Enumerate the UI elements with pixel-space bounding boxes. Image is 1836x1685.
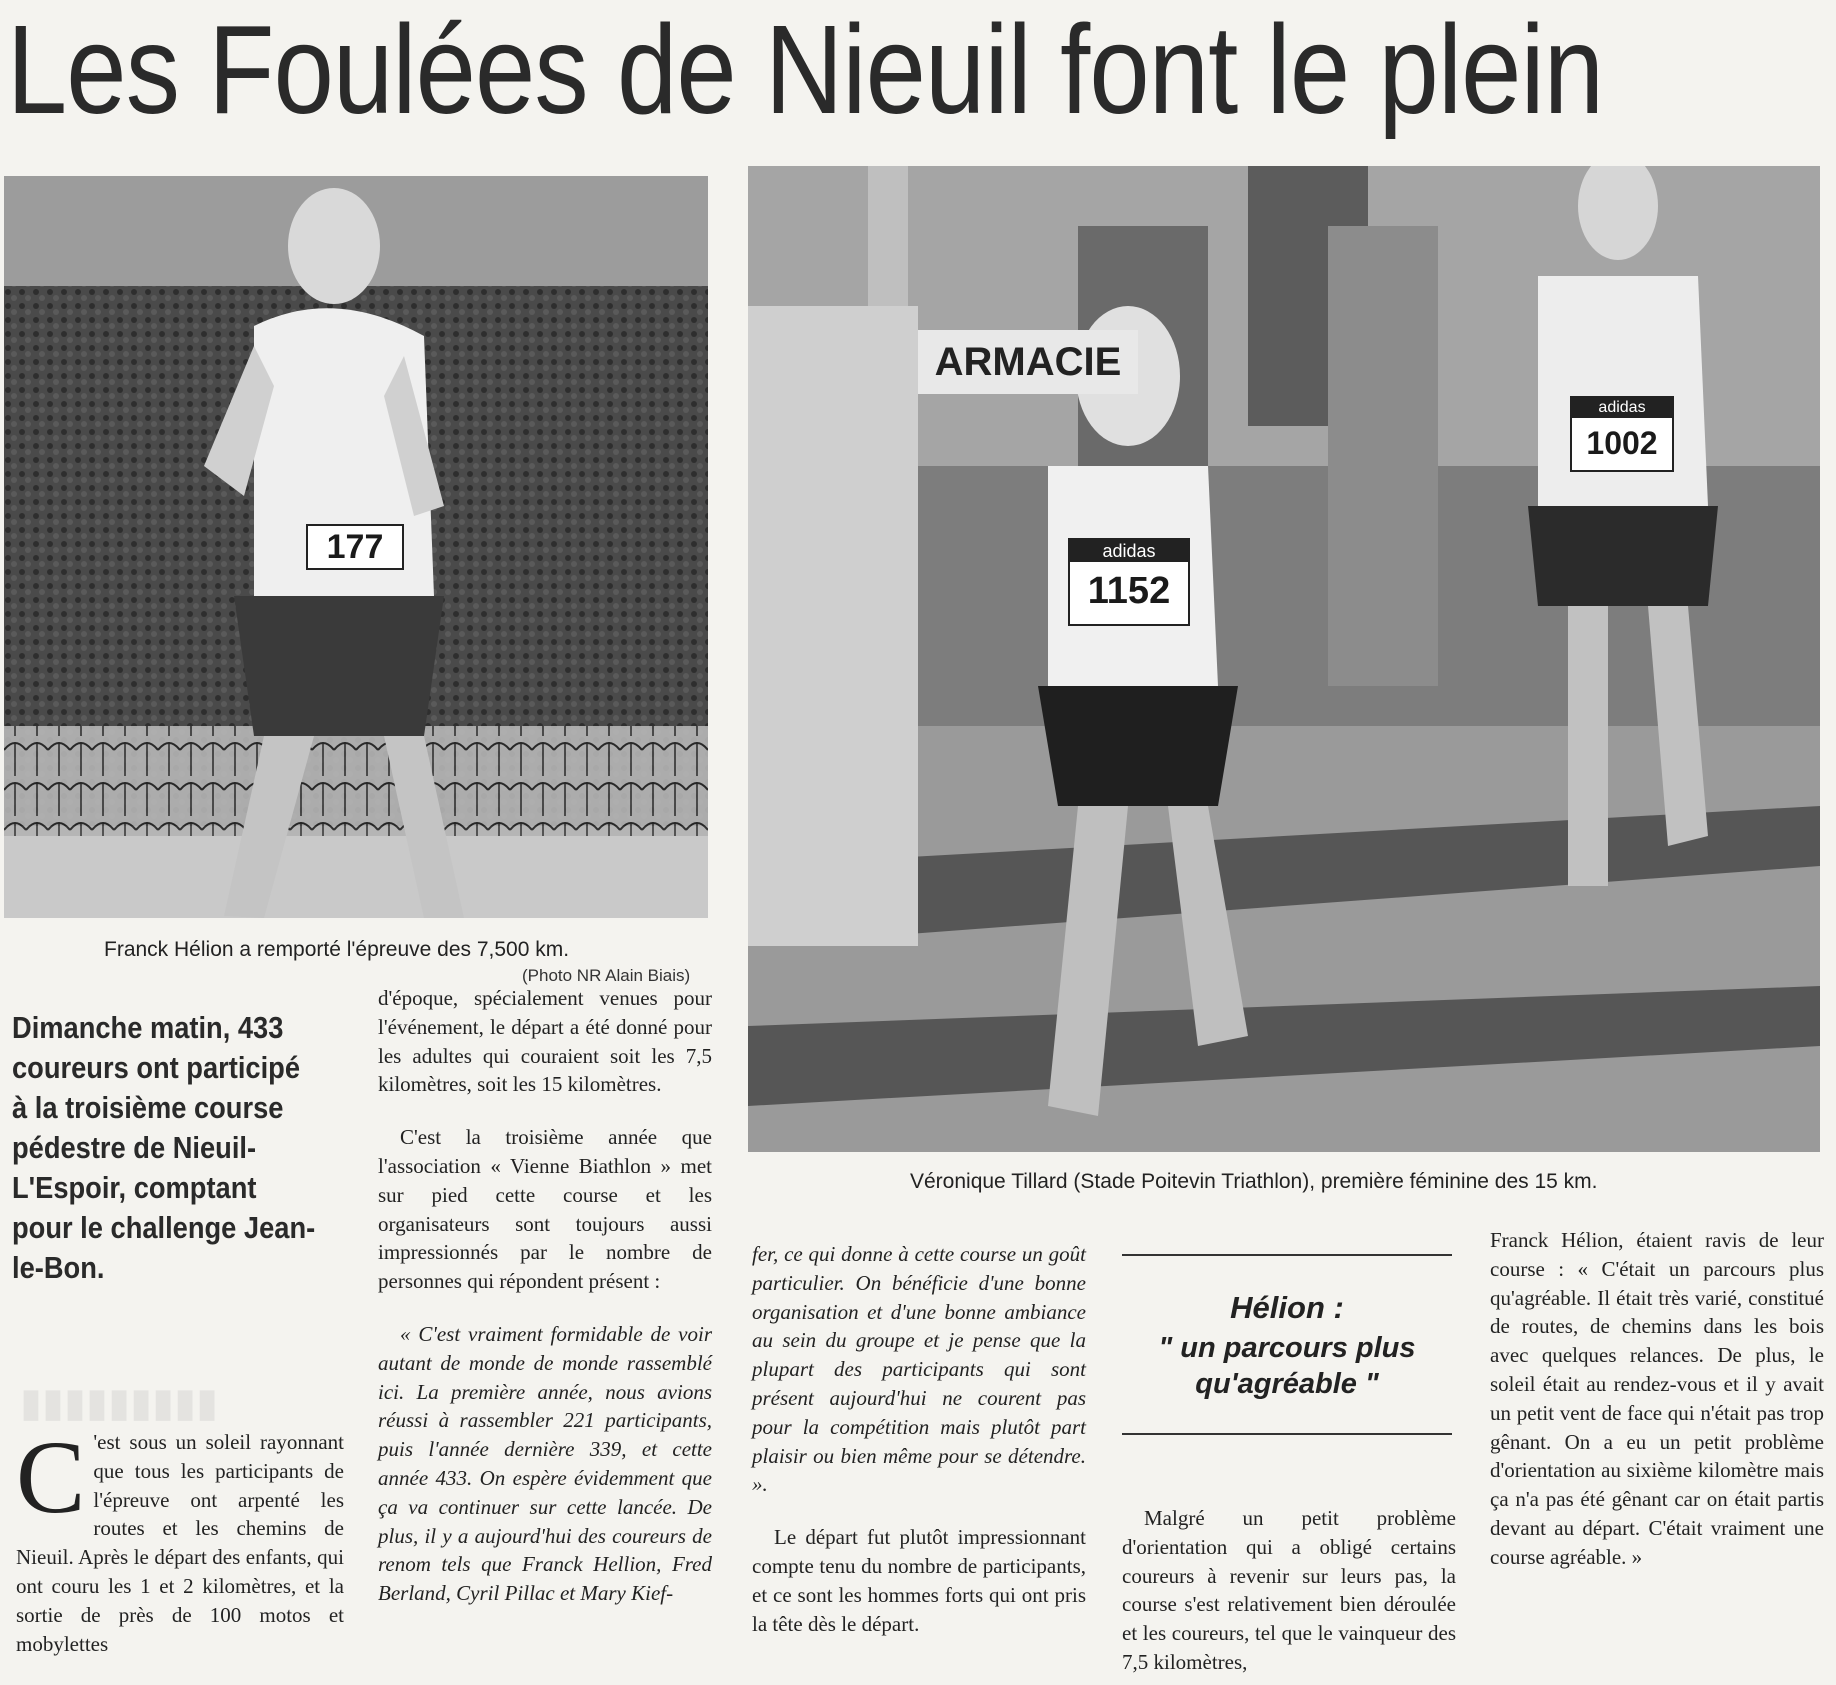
callout-rule-bottom [1122,1433,1452,1435]
article-column-5 [1490,1226,1824,1572]
col5-paragraph: Franck Hélion, étaient ravis de leur course : « C'était un parcours plus qu'agréable. Il était très varié, constitué de routes, de chemins dans les bois avec quelques relances. De plus, le soleil était au rendez-vous et il y avait un petit vent de face qui n'était pas trop gênant. On a eu un petit problème d'orientation au sixième kilomètre mais ça n'a pas été gênant car on était partis devant au départ. C'était vraiment une course agréable. » [1490,1228,1824,1569]
article-column-1 [16,1420,344,1658]
photo-franck-helion [4,176,708,918]
col3-paragraph: Le départ fut plutôt impressionnant compte tenu du nombre de participants, et ce sont les hommes forts qui ont pris la tête dès le départ. [752,1525,1086,1636]
caption-left: Franck Hélion a remporté l'épreuve des 7,500 km. [104,938,570,961]
col2-quote: « C'est vraiment formidable de voir autant de monde de monde rassemblé ici. La première année, nous avions réussi à rassembler 221 participants, puis l'année dernière 339, et cette année 433. On espère évidemment que ça va continuer sur cette lancée. De plus, il y a aujourd'hui des coureurs de renom tels que Franck Hellion, Fred Berland, Cyril Pillac et Mary Kief- [378,1321,712,1606]
col1-paragraph: 'est sous un soleil rayonnant que tous les participants de l'épreuve ont arpenté les routes et les chemins de Nieuil. Après le départ des enfants, qui ont couru les 1 et 2 kilomètres, et la sortie de près de 100 motos et mobylettes [16,1430,344,1656]
col4-paragraph: Malgré un petit problème d'orientation qui a obligé certains coureurs à revenir sur leurs pas, la course s'est relativement bien déroulée et les coureurs, tel que le vainqueur des 7,5 kilomètres, [1122,1506,1456,1674]
caption-right: Véronique Tillard (Stade Poitevin Triathlon), première féminine des 15 km. [910,1170,1598,1193]
photo-veronique-tillard [748,166,1820,1152]
photo-credit: (Photo NR Alain Biais) [522,966,691,985]
col2-paragraph-2: C'est la troisième année que l'association « Vienne Biathlon » met sur pied cette course et les organisateurs sont toujours aussi impressionnés par le nombre de personnes qui répondent présent : [378,1125,712,1294]
callout-rule-top [1122,1254,1452,1256]
col2-paragraph-1: d'époque, spécialement venues pour l'événement, le départ a été donné pour les adultes qui couraient soit les 7,5 kilomètres, soit les 15 kilomètres. [378,986,712,1097]
bib-sponsor: adidas [1070,540,1188,562]
chapo: Dimanche matin, 433 coureurs ont participé à la troisième course pédestre de Nieuil-L'Espoir, comptant pour le challenge Jean-le-Bon. [12,1010,316,1285]
article-column-3 [752,1240,1086,1638]
bleed-through-texture: ▮▮▮▮▮▮▮▮▮ [20,1381,219,1425]
drop-cap: C [16,1420,86,1535]
callout [1122,1290,1452,1402]
callout-title: Hélion : [1230,1290,1344,1325]
bib-number: 1152 [1087,570,1171,612]
headline: Les Foulées de Nieuil font le plein [6,0,1604,140]
race-bib: 177 [306,524,404,570]
race-bib-man [1570,396,1674,472]
article-column-4 [1122,1504,1456,1677]
callout-subtitle: " un parcours plus qu'agréable " [1158,1332,1416,1400]
race-bib-woman [1068,538,1190,626]
article-column-2 [378,984,712,1608]
bib-number: 1002 [1586,425,1658,461]
col3-quote: fer, ce qui donne à cette course un goût particulier. On bénéficie d'une bonne organisation et d'une bonne ambiance au sein du groupe et je pense que la plupart des participants qui sont présent aujourd'hui ne courent pas pour la compétition mais plutôt part plaisir ou bien même pour se détendre. ». [752,1242,1086,1497]
pharmacy-sign: ARMACIE [918,330,1138,394]
bib-sponsor: adidas [1572,398,1672,418]
